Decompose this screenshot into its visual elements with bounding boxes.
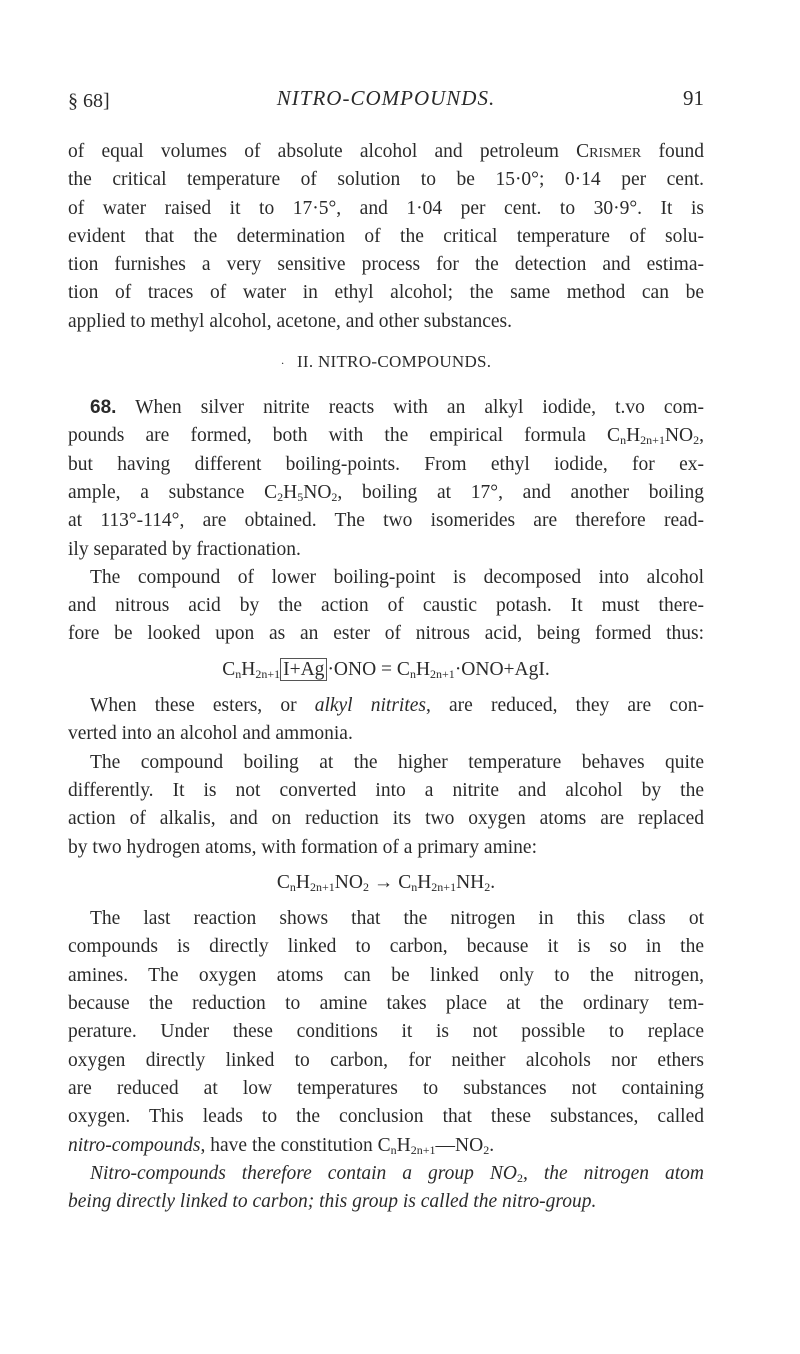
text-line: differently. It is not converted into a nitrite and alcohol by the [68, 779, 704, 801]
text-line: but having different boiling-points. From ethyl iodide, for ex- [68, 453, 704, 475]
emphasis-term: nitro-compounds [68, 1134, 201, 1156]
text-line: the critical temperature of solution to be 15·0°; 0·14 per cent. [68, 169, 704, 191]
page-number: 91 [683, 86, 704, 110]
boxed-reactants: I+Ag [280, 658, 327, 681]
equation-reduction: $C_nH_{2n+1}NO_2 \to C_nH_{2n+1}NH_2$. [276, 871, 496, 894]
paragraph-conclusion [68, 905, 704, 1216]
text-line: The last reaction shows that the nitrogen in this class ot [90, 908, 704, 930]
text-line: oxygen. This leads to the conclusion that these substances, called [68, 1106, 704, 1128]
text-line: tion furnishes a very sensitive process for the detection and estima- [68, 254, 704, 276]
text-line: at 113°-114°, are obtained. The two isomerides are therefore read- [68, 510, 704, 532]
text-line: by two hydrogen atoms, with formation of a primary amine: [68, 836, 537, 858]
text-line: compounds is directly linked to carbon, because it is so in the [68, 936, 704, 958]
paragraph-esters [68, 692, 704, 862]
text-line: oxygen directly linked to carbon, for neither alcohols nor ethers [68, 1049, 704, 1071]
emphasis-term: alkyl nitrites [314, 695, 426, 717]
text-line: tion of traces of water in ethyl alcohol; the same method can be [68, 282, 704, 304]
section-heading [68, 348, 704, 372]
text-line: action of alkalis, and on reduction its two oxygen atoms are replaced [68, 808, 704, 830]
text-line: ily separated by fractionation. [68, 538, 301, 560]
text-line: applied to methyl alcohol, acetone, and other substances. [68, 310, 513, 332]
body-text [68, 138, 704, 1216]
text-line: nitro-compounds, have the constitution $C_nH_{2n+1}—NO_2$. [68, 1134, 495, 1157]
text-line: being directly linked to carbon; this group is called the nitro-group. [68, 1191, 597, 1213]
text-line: amines. The oxygen atoms can be linked only to the nitrogen, [68, 964, 704, 986]
text-line: of equal volumes of absolute alcohol and petroleum Crismer found [68, 141, 704, 162]
equation-nitrite: $C_nH_{2n+1}$ $I+Ag \cdot ONO = C_nH_{2n+1}\cdot ONO+AgI$. [222, 658, 550, 681]
text-line: of water raised it to 17·5°, and 1·04 per cent. to 30·9°. It is [68, 197, 704, 219]
text-line: When these esters, or alkyl nitrites, are reduced, they are con- [90, 695, 704, 717]
arrow-icon: → [368, 871, 399, 893]
section-marker: § 68] [68, 90, 110, 112]
text-line: are reduced at low temperatures to substances not containing [68, 1077, 704, 1099]
text-line: perature. Under these conditions it is not possible to replace [68, 1021, 704, 1043]
paragraph-68 [68, 394, 704, 649]
text-line: 68. When silver nitrite reacts with an alkyl iodide, t.vo com- [90, 397, 704, 419]
text-line: because the reduction to amine takes place at the ordinary tem- [68, 993, 704, 1015]
text-line: verted into an alcohol and ammonia. [68, 723, 353, 745]
text-line: Nitro-compounds therefore contain a group $NO_2$, the nitrogen atom [90, 1162, 704, 1185]
text-line: The compound of lower boiling-point is decomposed into alcohol [90, 566, 704, 588]
paragraph-number: 68. [90, 397, 117, 419]
text-line: The compound boiling at the higher temperature behaves quite [90, 751, 704, 773]
text-line: fore be looked upon as an ester of nitrous acid, being formed thus: [68, 623, 704, 645]
running-title: NITRO-COMPOUNDS. [276, 86, 496, 110]
text-line: evident that the determination of the critical temperature of solu- [68, 225, 704, 247]
author-name: Crismer [576, 141, 642, 162]
section-heading-text: II. NITRO-COMPOUNDS. [296, 352, 492, 372]
text-line: pounds are formed, both with the empirical formula $C_nH_{2n+1}NO_2$, [68, 425, 704, 448]
text-line: and nitrous acid by the action of caustic potash. It must there- [68, 595, 704, 617]
text-line: ample, a substance $C_2H_5NO_2$, boiling at 17°, and another boiling [68, 481, 704, 504]
running-head [68, 86, 704, 118]
bullet-mark: · [280, 356, 285, 371]
paragraph-intro [68, 138, 704, 336]
